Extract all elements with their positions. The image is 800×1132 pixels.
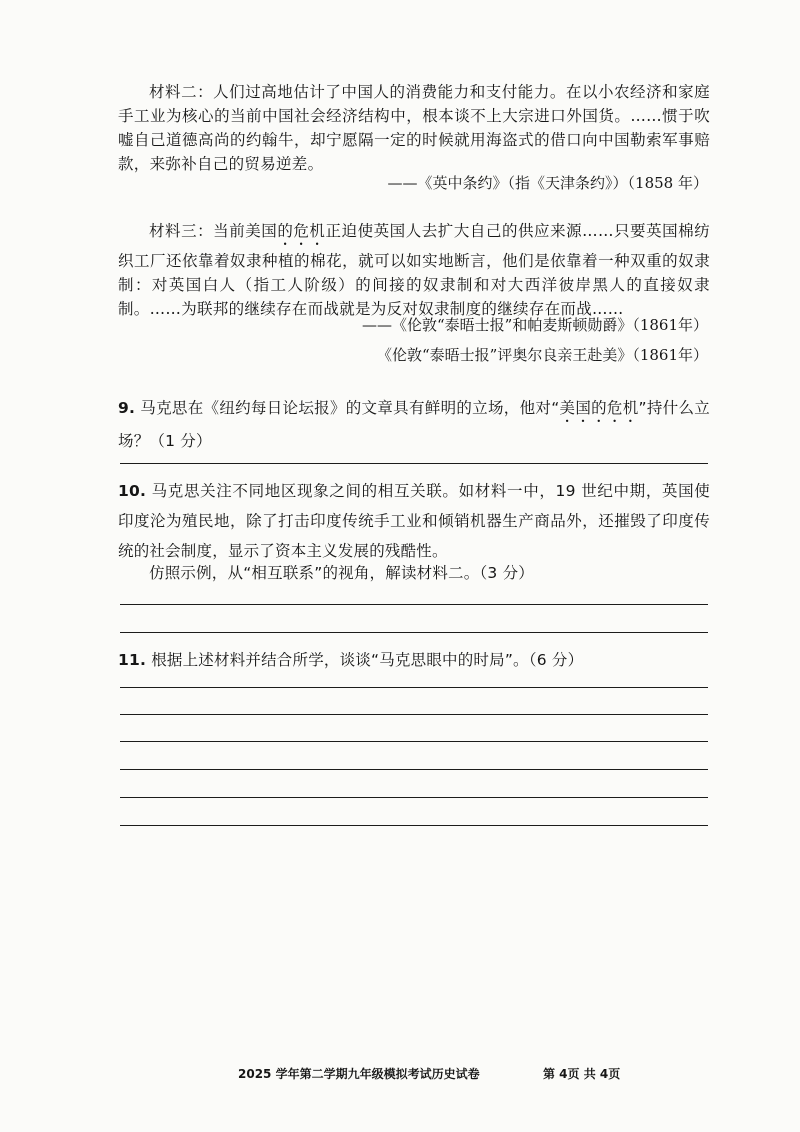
question-9-number: 9. (118, 399, 136, 417)
answer-line-q11-4[interactable] (120, 769, 708, 770)
answer-line-q10-2[interactable] (120, 632, 708, 633)
question-11-text: 根据上述材料并结合所学，谈谈“马克思眼中的时局”。（6 分） (146, 651, 584, 669)
answer-line-q9[interactable] (120, 463, 708, 464)
answer-line-q11-2[interactable] (120, 714, 708, 715)
question-10-sub: 仿照示例，从“相互联系”的视角，解读材料二。（3 分） (149, 564, 535, 582)
question-11 (118, 645, 710, 675)
material-three-lead: 材料三：当前美国 (149, 222, 278, 240)
material-two-source: ——《英中条约》（指《天津条约》）（1858 年） (387, 174, 708, 192)
material-three-text (118, 219, 710, 321)
exam-title: 2025 学年第二学期九年级模拟考试历史试卷 (238, 1067, 480, 1081)
material-three-emphasis: 的危机 (277, 222, 326, 240)
answer-line-q10-1[interactable] (120, 604, 708, 605)
material-three-source-2: 《伦敦“泰晤士报”评奥尔良亲王赴美》（1861年） (376, 346, 708, 364)
answer-line-q11-1[interactable] (120, 687, 708, 688)
answer-line-q11-6[interactable] (120, 825, 708, 826)
question-10-number: 10. (118, 482, 147, 500)
question-9-rest: ”持什么立场？（1 分） (118, 399, 710, 450)
question-9-emphasis: 美国的危机 (559, 399, 639, 417)
answer-line-q11-5[interactable] (120, 797, 708, 798)
question-10 (118, 476, 710, 566)
answer-line-q11-3[interactable] (120, 741, 708, 742)
question-9 (118, 393, 710, 456)
question-11-number: 11. (118, 651, 147, 669)
question-10-text: 马克思关注不同地区现象之间的相互关联。如材料一中，19 世纪中期，英国使印度沦为殖民地，除了打击印度传统手工业和倾销机器生产商品外，还摧毁了印度传统的社会制度，显示了资本主义发展的残酷性。 (118, 482, 710, 560)
question-9-lead: 马克思在《纽约每日论坛报》的文章具有鲜明的立场，他对“ (135, 399, 560, 417)
page-number: 第 4页 共 4页 (543, 1067, 621, 1081)
material-three-source-1: ——《伦敦“泰晤士报”和帕麦斯顿勋爵》（1861年） (361, 316, 708, 334)
material-three-rest: 正迫使英国人去扩大自己的供应来源……只要英国棉纺织工厂还依靠着奴隶种植的棉花，就可以如实地断言，他们是依靠着一种双重的奴隶制：对英国白人（指工人阶级）的间接的奴隶制和对大西洋彼岸黑人的直接奴隶制。……为联邦的继续存在而战就是为反对奴隶制度的继续存在而战…… (118, 222, 711, 318)
material-two-text: 材料二：人们过高地估计了中国人的消费能力和支付能力。在以小农经济和家庭手工业为核心的当前中国社会经济结构中，根本谈不上大宗进口外国货。……惯于吹嘘自己道德高尚的约翰牛，却宁愿隔一定的时候就用海盗式的借口向中国勒索军事赔款，来弥补自己的贸易逆差。 (118, 83, 710, 173)
